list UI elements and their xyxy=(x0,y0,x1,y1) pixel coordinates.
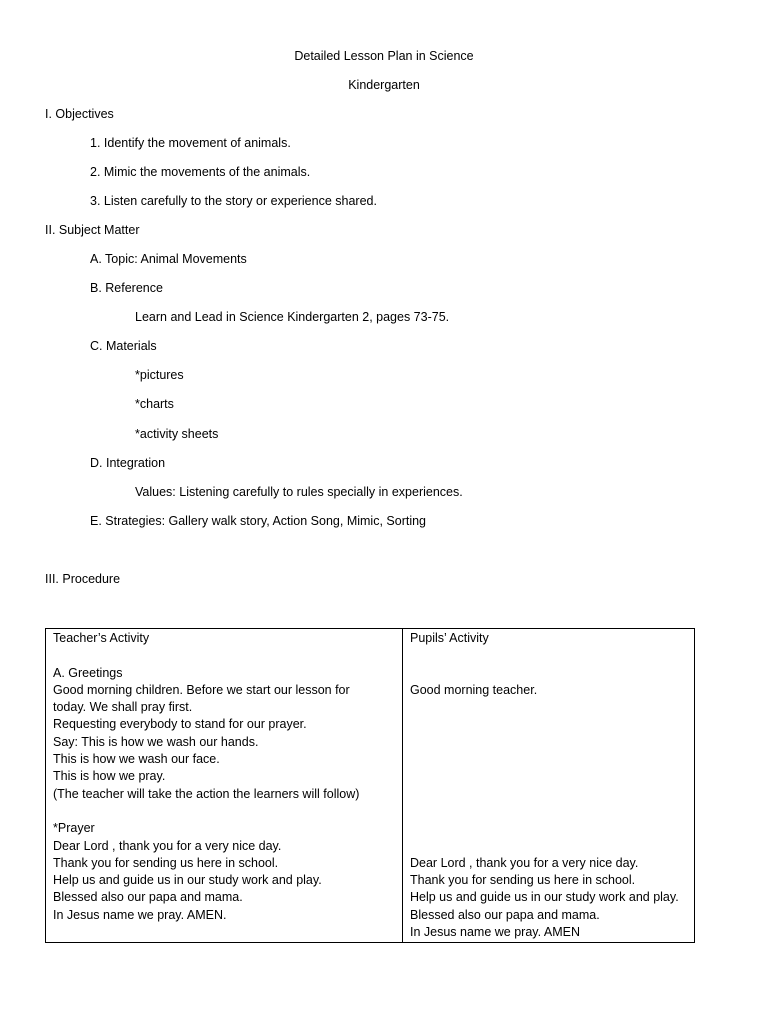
strategies-line: E. Strategies: Gallery walk story, Action Song, Mimic, Sorting xyxy=(90,514,427,528)
material-item: *pictures xyxy=(135,368,184,382)
teacher-activity-line: *Prayer xyxy=(53,821,95,836)
teacher-activity-line: This is how we pray. xyxy=(53,769,166,784)
objective-item: 1. Identify the movement of animals. xyxy=(90,136,291,150)
objective-item: 3. Listen carefully to the story or experience shared. xyxy=(90,194,377,208)
teacher-activity-line: Requesting everybody to stand for our prayer. xyxy=(53,717,307,732)
pupils-activity-line xyxy=(410,803,694,820)
subject-matter-heading: II. Subject Matter xyxy=(45,223,140,237)
teacher-activity-lines xyxy=(53,647,402,924)
teacher-activity-line: Say: This is how we wash our hands. xyxy=(53,734,259,749)
procedure-table xyxy=(45,628,695,943)
pupils-activity-line xyxy=(410,820,694,837)
teacher-activity-header: Teacher’s Activity xyxy=(53,631,150,645)
teacher-activity-line: Help us and guide us in our study work and play. xyxy=(53,873,322,888)
teacher-activity-line: Thank you for sending us here in school. xyxy=(53,855,279,870)
material-item: *charts xyxy=(135,397,174,411)
teacher-activity-line: today. We shall pray first. xyxy=(53,700,193,715)
pupils-activity-header: Pupils’ Activity xyxy=(410,631,489,645)
integration-text: Values: Listening carefully to rules specially in experiences. xyxy=(135,485,463,499)
pupils-activity-line xyxy=(410,699,694,716)
document-title: Detailed Lesson Plan in Science xyxy=(294,49,474,63)
reference-text: Learn and Lead in Science Kindergarten 2, pages 73-75. xyxy=(135,310,450,324)
objectives-heading: I. Objectives xyxy=(45,107,114,121)
pupils-activity-line xyxy=(410,751,694,768)
pupils-activity-line: Help us and guide us in our study work and play. xyxy=(410,890,679,905)
pupils-activity-line: Dear Lord , thank you for a very nice day. xyxy=(410,855,639,870)
pupils-activity-line xyxy=(410,665,694,682)
teacher-activity-line xyxy=(53,647,402,664)
teacher-activity-cell xyxy=(46,629,403,942)
teacher-activity-line: (The teacher will take the action the learners will follow) xyxy=(53,786,360,801)
procedure-heading: III. Procedure xyxy=(45,572,121,586)
pupils-activity-cell xyxy=(403,629,694,942)
teacher-activity-line: In Jesus name we pray. AMEN. xyxy=(53,907,227,922)
teacher-activity-line: Dear Lord , thank you for a very nice day. xyxy=(53,838,282,853)
pupils-activity-line: Good morning teacher. xyxy=(410,682,538,697)
teacher-activity-line: This is how we wash our face. xyxy=(53,752,220,767)
teacher-activity-line: Blessed also our papa and mama. xyxy=(53,890,243,905)
teacher-activity-line xyxy=(53,803,402,820)
pupils-activity-line xyxy=(410,647,694,664)
pupils-activity-line xyxy=(410,716,694,733)
pupils-activity-line: Thank you for sending us here in school. xyxy=(410,873,636,888)
topic-line: A. Topic: Animal Movements xyxy=(90,252,247,266)
document-subtitle: Kindergarten xyxy=(348,78,420,92)
teacher-activity-line: Good morning children. Before we start our lesson for xyxy=(53,682,350,697)
pupils-activity-line xyxy=(410,838,694,855)
material-item: *activity sheets xyxy=(135,427,219,441)
pupils-activity-line: In Jesus name we pray. AMEN xyxy=(410,925,580,940)
pupils-activity-line xyxy=(410,786,694,803)
integration-label: D. Integration xyxy=(90,456,166,470)
pupils-activity-line xyxy=(410,768,694,785)
pupils-activity-line xyxy=(410,734,694,751)
pupils-activity-lines xyxy=(410,647,694,941)
objective-item: 2. Mimic the movements of the animals. xyxy=(90,165,311,179)
pupils-activity-line: Blessed also our papa and mama. xyxy=(410,907,600,922)
materials-label: C. Materials xyxy=(90,339,157,353)
reference-label: B. Reference xyxy=(90,281,163,295)
teacher-activity-line: A. Greetings xyxy=(53,665,123,680)
